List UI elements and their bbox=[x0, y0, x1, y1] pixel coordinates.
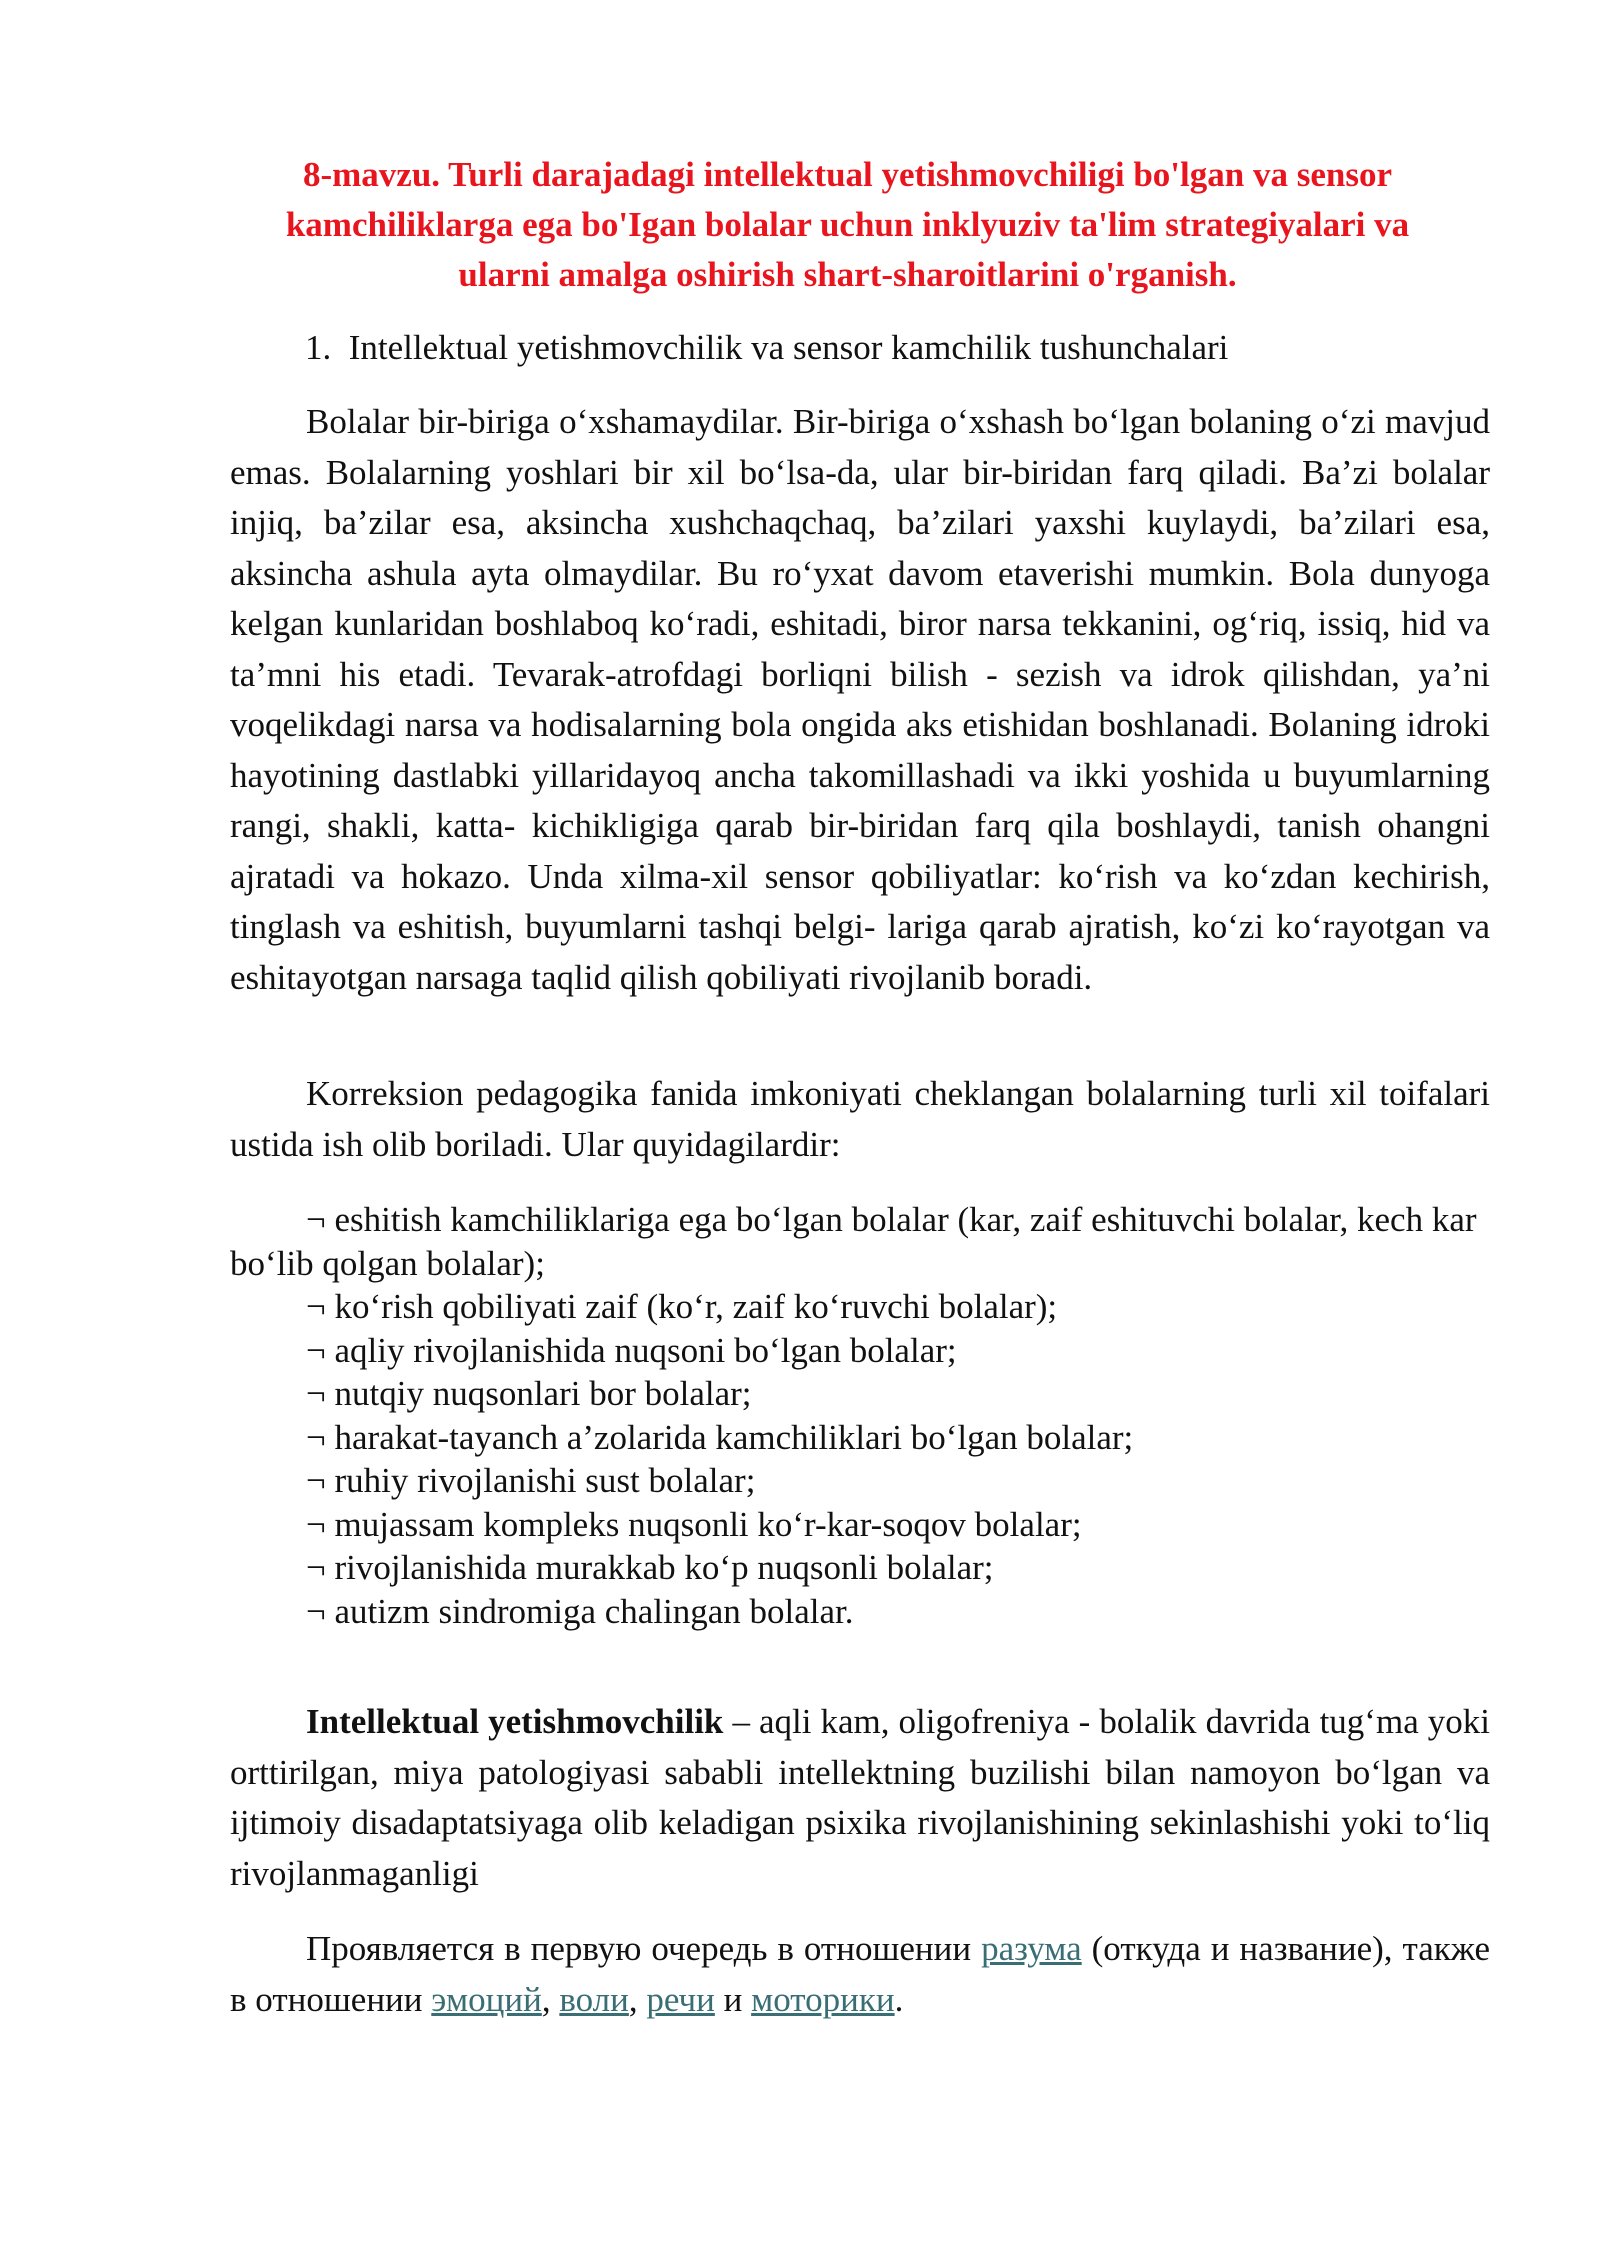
title-line-2: kamchiliklarga ega bo'Igan bolalar uchun inklyuziv ta'lim strategiyalari va bbox=[285, 205, 1410, 244]
section-heading-text: Intellektual yetishmovchilik va sensor kamchilik tushunchalari bbox=[348, 328, 1229, 367]
paragraph-correction-pedagogy: Korreksion pedagogika fanida imkoniyati cheklangan bolalarning turli xil toifalari ustida ish olib boriladi. Ular quyidagilardir: bbox=[230, 1074, 1490, 1164]
paragraph-definition bbox=[230, 1697, 1490, 1899]
list-item bbox=[230, 1285, 1490, 1329]
definition-text: – aqli kam, oligofreniya - bolalik davrida tug‘ma yoki orttirilgan, miya patologiyasi sababli intellektning buzilishi bilan namoyon bo‘lgan va ijtimoiy disadaptatsiyaga olib keladigan psixika rivojlanishining sekinlashishi yoki to‘liq rivojlanmaganligi bbox=[230, 1702, 1490, 1893]
bullet-symbol: ¬ bbox=[306, 1504, 326, 1544]
russian-text-1: Проявляется в первую очередь в отношении bbox=[306, 1929, 982, 1968]
section-number: 1. bbox=[305, 328, 332, 367]
list-item bbox=[230, 1329, 1490, 1373]
list-item-text: nutqiy nuqsonlari bor bolalar; bbox=[334, 1374, 752, 1413]
list-item bbox=[230, 1590, 1490, 1634]
bullet-symbol: ¬ bbox=[306, 1417, 326, 1457]
list-item bbox=[230, 1372, 1490, 1416]
paragraph-russian bbox=[230, 1924, 1490, 2025]
bullet-symbol: ¬ bbox=[306, 1461, 326, 1500]
list-item-text: rivojlanishida murakkab ko‘p nuqsonli bolalar; bbox=[334, 1548, 994, 1587]
russian-text-3: и bbox=[714, 1979, 752, 2019]
topic-title bbox=[230, 150, 1465, 300]
list-item bbox=[230, 1459, 1490, 1503]
list-item bbox=[230, 1503, 1490, 1547]
separator: , bbox=[541, 1979, 560, 2019]
link-razuma[interactable]: разума bbox=[981, 1929, 1082, 1968]
list-item-text: eshitish kamchiliklariga ega bo‘lgan bolalar (kar, zaif eshituvchi bolalar, kech kar bo‘lib qolgan bolalar); bbox=[230, 1200, 1477, 1283]
paragraph-children-differences: Bolalar bir-biriga o‘xshamaydilar. Bir-biriga o‘xshash bo‘lgan bolaning o‘zi mavjud emas. Bolalarning yoshlari bir xil bo‘lsa-da, ular bir-biridan farq qiladi. Ba’zi bolalar injiq, ba’zilar esa, aksincha xushchaqchaq, ba’zilari yaxshi kuylaydi, ba’zilari esa, aksincha ashula ayta olmaydilar. Bu ro‘yxat davom etaverishi mumkin. Bola dunyoga kelgan kunlaridan boshlaboq ko‘radi, eshitadi, biror narsa tekkanini, og‘riq, issiq, hid va ta’mni his etadi. Tevarak-atrofdagi borliqni bilish - sezish va idrok qilishdan, ya’ni voqelikdagi narsa va hodisalarning bola ongida aks etishidan boshlanadi. Bolaning idroki hayotining dastlabki yillaridayoq ancha takomillashadi va ikki yoshida u buyumlarning rangi, shakli, katta- kichikligiga qarab bir-biridan farq qila boshlaydi, tanish ohangni ajratadi va hokazo. Unda xilma-xil sensor qobiliyatlar: ko‘rish va ko‘zdan kechirish, tinglash va eshitish, buyumlarni tashqi belgi- lariga qarab ajratish, ko‘zi ko‘rayotgan va eshitayotgan narsaga taqlid qilish qobiliyati rivojlanib boradi. bbox=[230, 402, 1490, 997]
bullet-symbol: ¬ bbox=[306, 1287, 326, 1326]
list-item-text: autizm sindromiga chalingan bolalar. bbox=[334, 1591, 854, 1631]
defined-term: Intellektual yetishmovchilik bbox=[306, 1702, 724, 1741]
list-item bbox=[230, 1416, 1490, 1460]
link-emotsiy[interactable]: эмоций bbox=[431, 1979, 542, 2019]
sentence-end: . bbox=[894, 1979, 904, 2019]
bullet-symbol: ¬ bbox=[306, 1548, 326, 1587]
list-item bbox=[230, 1198, 1490, 1285]
title-line-1: 8-mavzu. Turli darajadagi intellektual yetishmovchiligi bo'lgan va sensor bbox=[303, 155, 1392, 194]
list-item-text: ko‘rish qobiliyati zaif (ko‘r, zaif ko‘ruvchi bolalar); bbox=[334, 1287, 1058, 1326]
list-item-text: harakat-tayanch a’zolarida kamchiliklari bo‘lgan bolalar; bbox=[334, 1417, 1134, 1457]
link-rechi[interactable]: речи bbox=[646, 1979, 715, 2019]
category-list bbox=[230, 1198, 1490, 1633]
list-item-text: aqliy rivojlanishida nuqsoni bo‘lgan bolalar; bbox=[334, 1330, 957, 1370]
title-line-3: ularni amalga oshirish shart-sharoitlarini o'rganish. bbox=[458, 255, 1237, 294]
link-voli[interactable]: воли bbox=[559, 1979, 629, 2019]
separator: , bbox=[628, 1979, 647, 2019]
list-item-text: mujassam kompleks nuqsonli ko‘r-kar-soqov bolalar; bbox=[334, 1504, 1082, 1544]
bullet-symbol: ¬ bbox=[306, 1591, 326, 1631]
link-motoriki[interactable]: моторики bbox=[751, 1979, 895, 2019]
russian-text-2: (откуда и название), также в отношении bbox=[230, 1929, 1490, 2019]
section-heading bbox=[305, 323, 1228, 373]
list-item bbox=[230, 1546, 1490, 1590]
bullet-symbol: ¬ bbox=[306, 1374, 326, 1413]
bullet-symbol: ¬ bbox=[306, 1200, 326, 1239]
list-item-text: ruhiy rivojlanishi sust bolalar; bbox=[334, 1461, 756, 1500]
bullet-symbol: ¬ bbox=[306, 1330, 326, 1370]
